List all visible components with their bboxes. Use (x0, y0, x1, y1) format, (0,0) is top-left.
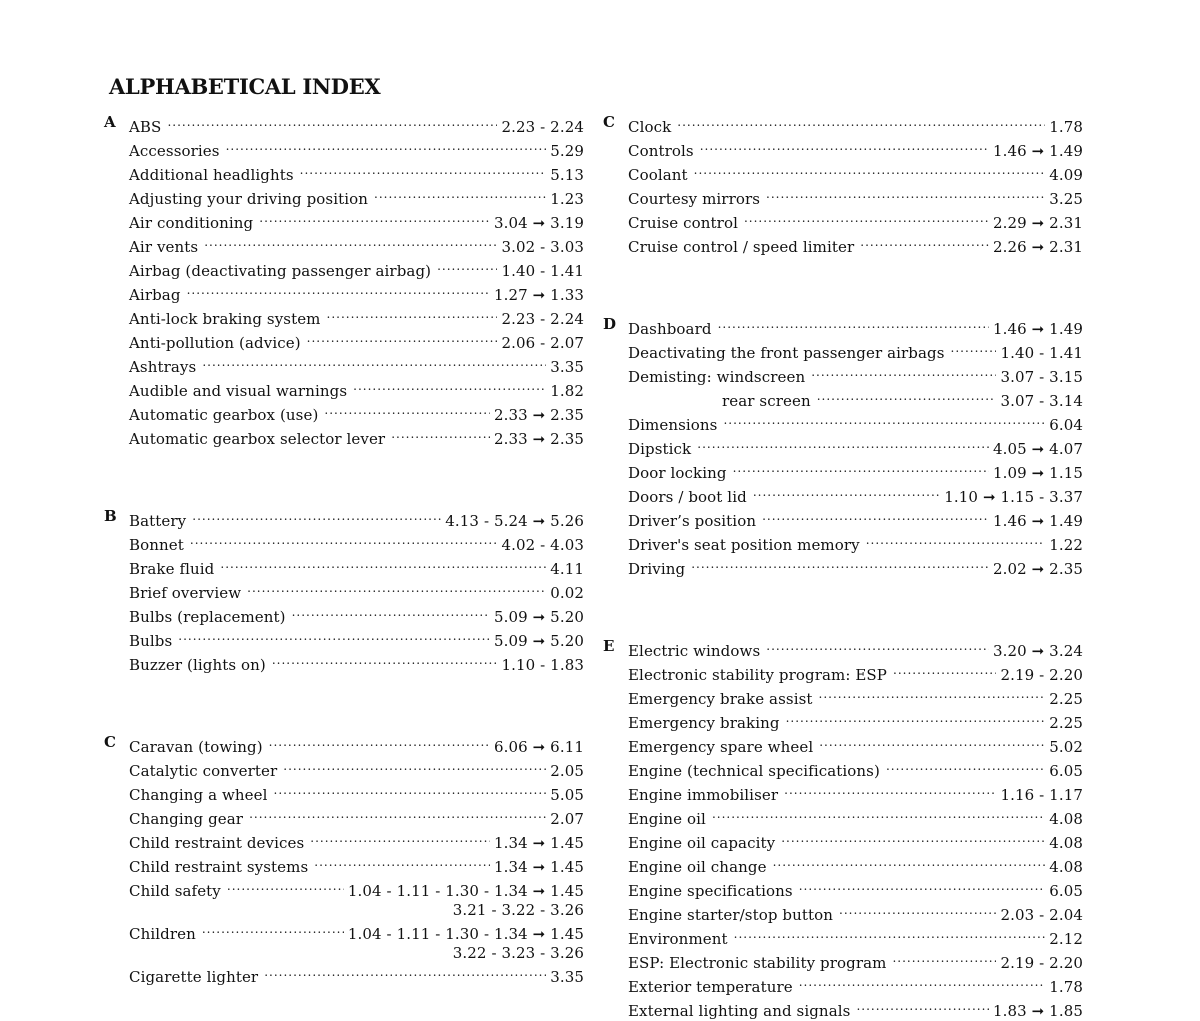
index-entry (628, 853, 1083, 877)
dot-leader (766, 185, 1045, 204)
dot-leader (723, 411, 1045, 430)
entry-pages: 1.78 (1049, 978, 1083, 996)
dot-leader (762, 507, 989, 526)
entry-term: Air vents (129, 238, 199, 256)
entry-pages: 2.33 ➞ 2.35 (493, 430, 584, 448)
entry-pages: 2.33 ➞ 2.35 (493, 406, 584, 424)
entry-term: Controls (628, 142, 694, 160)
index-entry (129, 401, 584, 425)
index-section-c (104, 733, 584, 987)
entry-term: Demisting: windscreen (628, 368, 806, 386)
index-entry (129, 829, 584, 853)
dot-leader (860, 233, 989, 252)
index-entry (129, 627, 584, 651)
index-entry (628, 925, 1083, 949)
page-title: ALPHABETICAL INDEX (109, 74, 381, 99)
entry-pages: 2.25 (1049, 714, 1083, 732)
entry-term: Doors / boot lid (628, 488, 747, 506)
section-letter: C (104, 733, 116, 751)
index-entry (628, 997, 1083, 1021)
index-entry (129, 555, 584, 579)
index-entry (129, 579, 584, 603)
entry-term: Engine specifications (628, 882, 793, 900)
entry-pages: 4.02 - 4.03 (501, 536, 584, 554)
entry-pages: 1.10 ➞ 1.15 - 3.37 (944, 488, 1083, 506)
index-entry (628, 805, 1083, 829)
dot-leader (391, 425, 490, 444)
entry-term: Airbag (129, 286, 181, 304)
entry-term: Airbag (deactivating passenger airbag) (129, 262, 432, 280)
index-entry (628, 949, 1083, 973)
entry-term: Child restraint systems (129, 858, 309, 876)
dot-leader (799, 877, 1045, 896)
dot-leader (327, 305, 498, 324)
entry-term: Dashboard (628, 320, 712, 338)
entry-term: Brake fluid (129, 560, 215, 578)
entry-term: Engine oil (628, 810, 706, 828)
dot-leader (324, 401, 490, 420)
index-entry (628, 185, 1083, 209)
section-letter: C (603, 113, 615, 131)
entry-term: Engine immobiliser (628, 786, 779, 804)
entry-term: External lighting and signals (628, 1002, 851, 1020)
index-entry (628, 829, 1083, 853)
index-entry (129, 603, 584, 627)
dot-leader (733, 459, 989, 478)
entry-term: Exterior temperature (628, 978, 793, 996)
entry-pages: 6.05 (1049, 882, 1083, 900)
entry-pages: 5.13 (550, 166, 584, 184)
entry-term: Changing a wheel (129, 786, 268, 804)
index-entry (628, 387, 1083, 411)
index-entry (628, 315, 1083, 339)
index-entry (129, 920, 584, 944)
entry-pages: 6.04 (1049, 416, 1083, 434)
entry-term: Anti-pollution (advice) (129, 334, 301, 352)
index-entry (129, 507, 584, 531)
entry-term: Courtesy mirrors (628, 190, 761, 208)
entry-pages: 1.16 - 1.17 (1000, 786, 1083, 804)
dot-leader (292, 603, 490, 622)
entry-term: Catalytic converter (129, 762, 278, 780)
entry-pages: 2.12 (1049, 930, 1083, 948)
entry-term: Children (129, 925, 196, 943)
entry-pages: 2.19 - 2.20 (1000, 954, 1083, 972)
section-letter: E (603, 637, 615, 655)
entry-term: ESP: Electronic stability program (628, 954, 887, 972)
dot-leader (167, 113, 497, 132)
entry-pages: 5.09 ➞ 5.20 (493, 632, 584, 650)
entry-pages: 1.46 ➞ 1.49 (992, 320, 1083, 338)
dot-leader (718, 315, 989, 334)
index-entry-continuation (129, 944, 584, 963)
entry-term: Ashtrays (129, 358, 197, 376)
entry-pages: 1.27 ➞ 1.33 (493, 286, 584, 304)
entry-term: Coolant (628, 166, 688, 184)
index-entry (129, 877, 584, 901)
entry-pages: 2.23 - 2.24 (501, 118, 584, 136)
entry-term: Driver's seat position memory (628, 536, 860, 554)
index-entry (129, 209, 584, 233)
index-entry (628, 507, 1083, 531)
entry-pages: 3.07 - 3.15 (1000, 368, 1083, 386)
index-entry (129, 305, 584, 329)
index-entry-continuation (129, 901, 584, 920)
dot-leader (259, 209, 490, 228)
entry-term: Cigarette lighter (129, 968, 259, 986)
dot-leader (437, 257, 497, 276)
index-entry (129, 805, 584, 829)
entry-pages: 4.08 (1049, 810, 1083, 828)
entry-pages: 2.19 - 2.20 (1000, 666, 1083, 684)
entry-term: Driving (628, 560, 686, 578)
section-letter: A (104, 113, 116, 131)
entry-term: Child restraint devices (129, 834, 305, 852)
entry-pages: 4.08 (1049, 858, 1083, 876)
entry-pages: 2.02 ➞ 2.35 (992, 560, 1083, 578)
dot-leader (734, 925, 1046, 944)
entry-pages: 5.05 (550, 786, 584, 804)
entry-pages: 3.07 - 3.14 (1000, 392, 1083, 410)
entry-term: Environment (628, 930, 728, 948)
index-entry (628, 363, 1083, 387)
entry-pages: 2.06 - 2.07 (501, 334, 584, 352)
index-entry (129, 113, 584, 137)
index-entry (129, 233, 584, 257)
index-entry (129, 781, 584, 805)
entry-term: Adjusting your driving position (129, 190, 369, 208)
entry-pages: 2.03 - 2.04 (1000, 906, 1083, 924)
dot-leader (773, 853, 1046, 872)
entry-term: Caravan (towing) (129, 738, 263, 756)
entry-pages: 2.23 - 2.24 (501, 310, 584, 328)
entry-pages: 1.34 ➞ 1.45 (493, 834, 584, 852)
entry-term: Cruise control / speed limiter (628, 238, 855, 256)
entry-term: Cruise control (628, 214, 738, 232)
entry-pages: 1.22 (1049, 536, 1083, 554)
entry-pages: 2.05 (550, 762, 584, 780)
dot-leader (951, 339, 997, 358)
entry-pages: 1.04 - 1.11 - 1.30 - 1.34 ➞ 1.45 (347, 882, 584, 900)
entry-pages: 1.83 ➞ 1.85 (992, 1002, 1083, 1020)
entry-pages: 1.46 ➞ 1.49 (992, 142, 1083, 160)
entry-term: Dimensions (628, 416, 718, 434)
index-section-e (603, 637, 1083, 1021)
dot-leader (300, 161, 547, 180)
dot-leader (272, 651, 498, 670)
index-entry (129, 853, 584, 877)
entry-term: Additional headlights (129, 166, 294, 184)
dot-leader (677, 113, 1045, 132)
entry-pages: 3.21 - 3.22 - 3.26 (452, 901, 584, 919)
entry-term: Anti-lock braking system (129, 310, 321, 328)
dot-leader (744, 209, 989, 228)
entry-term: Engine oil capacity (628, 834, 776, 852)
entry-term: Bonnet (129, 536, 184, 554)
entry-pages: 5.02 (1049, 738, 1083, 756)
dot-leader (204, 233, 497, 252)
entry-pages: 3.35 (550, 968, 584, 986)
entry-term: Child safety (129, 882, 221, 900)
index-entry (129, 531, 584, 555)
dot-leader (220, 555, 546, 574)
dot-leader (893, 661, 996, 680)
section-letter: B (104, 507, 117, 525)
entry-pages: 4.05 ➞ 4.07 (992, 440, 1083, 458)
entry-pages: 1.40 - 1.41 (501, 262, 584, 280)
entry-term: Battery (129, 512, 187, 530)
index-entry (628, 209, 1083, 233)
index-entry (628, 709, 1083, 733)
dot-leader (307, 329, 498, 348)
entry-term: Emergency brake assist (628, 690, 813, 708)
entry-pages: 1.09 ➞ 1.15 (992, 464, 1083, 482)
index-entry (628, 685, 1083, 709)
entry-pages: 3.20 ➞ 3.24 (992, 642, 1083, 660)
dot-leader (192, 507, 441, 526)
dot-leader (839, 901, 996, 920)
dot-leader (819, 685, 1046, 704)
index-entry (628, 661, 1083, 685)
entry-term: Electric windows (628, 642, 761, 660)
index-column-right (603, 113, 1083, 1021)
entry-pages: 4.13 - 5.24 ➞ 5.26 (445, 512, 584, 530)
dot-leader (374, 185, 546, 204)
dot-leader (811, 363, 996, 382)
entry-pages: 1.23 (550, 190, 584, 208)
dot-leader (753, 483, 940, 502)
entry-pages: 1.34 ➞ 1.45 (493, 858, 584, 876)
dot-leader (274, 781, 547, 800)
index-entry (129, 185, 584, 209)
dot-leader (264, 963, 546, 982)
entry-pages: 5.29 (550, 142, 584, 160)
index-entry (628, 161, 1083, 185)
index-section-d (603, 315, 1083, 579)
entry-pages: 4.08 (1049, 834, 1083, 852)
entry-term: rear screen (722, 392, 811, 410)
dot-leader (227, 877, 344, 896)
dot-leader (269, 733, 490, 752)
index-entry (628, 555, 1083, 579)
entry-pages: 1.04 - 1.11 - 1.30 - 1.34 ➞ 1.45 (347, 925, 584, 943)
entry-term: Buzzer (lights on) (129, 656, 266, 674)
entry-pages: 2.29 ➞ 2.31 (992, 214, 1083, 232)
entry-pages: 2.07 (550, 810, 584, 828)
entry-term: Door locking (628, 464, 727, 482)
entry-term: Engine (technical specifications) (628, 762, 880, 780)
index-entry (628, 901, 1083, 925)
index-entry (628, 339, 1083, 363)
index-entry (129, 257, 584, 281)
entry-pages: 3.02 - 3.03 (501, 238, 584, 256)
index-entry (628, 233, 1083, 257)
entry-term: Bulbs (replacement) (129, 608, 286, 626)
dot-leader (856, 997, 989, 1016)
entry-term: Changing gear (129, 810, 244, 828)
index-section-b (104, 507, 584, 675)
dot-leader (766, 637, 989, 656)
dot-leader (886, 757, 1045, 776)
index-section-c (603, 113, 1083, 257)
dot-leader (226, 137, 547, 156)
entry-term: Driver’s position (628, 512, 757, 530)
entry-pages: 6.06 ➞ 6.11 (493, 738, 584, 756)
index-entry (129, 281, 584, 305)
entry-pages: 5.09 ➞ 5.20 (493, 608, 584, 626)
entry-pages: 4.09 (1049, 166, 1083, 184)
entry-pages: 3.22 - 3.23 - 3.26 (452, 944, 584, 962)
index-entry (628, 781, 1083, 805)
dot-leader (249, 805, 546, 824)
entry-pages: 1.10 - 1.83 (501, 656, 584, 674)
dot-leader (190, 531, 498, 550)
index-entry (129, 161, 584, 185)
entry-term: Automatic gearbox (use) (129, 406, 319, 424)
dot-leader (799, 973, 1045, 992)
dot-leader (691, 555, 989, 574)
entry-term: Brief overview (129, 584, 242, 602)
index-entry (628, 531, 1083, 555)
entry-term: Emergency braking (628, 714, 780, 732)
dot-leader (310, 829, 490, 848)
index-entry (628, 483, 1083, 507)
dot-leader (697, 435, 989, 454)
dot-leader (178, 627, 490, 646)
dot-leader (817, 387, 997, 406)
entry-term: Automatic gearbox selector lever (129, 430, 386, 448)
index-entry (129, 733, 584, 757)
entry-pages: 1.40 - 1.41 (1000, 344, 1083, 362)
entry-pages: 3.35 (550, 358, 584, 376)
dot-leader (353, 377, 546, 396)
dot-leader (314, 853, 490, 872)
entry-pages: 1.46 ➞ 1.49 (992, 512, 1083, 530)
index-entry (129, 329, 584, 353)
index-entry (628, 757, 1083, 781)
index-entry (628, 137, 1083, 161)
entry-pages: 2.25 (1049, 690, 1083, 708)
index-entry (129, 353, 584, 377)
dot-leader (700, 137, 989, 156)
entry-term: Accessories (129, 142, 220, 160)
dot-leader (187, 281, 490, 300)
index-entry (129, 425, 584, 449)
dot-leader (283, 757, 546, 776)
entry-term: Engine starter/stop button (628, 906, 834, 924)
entry-term: Deactivating the front passenger airbags (628, 344, 945, 362)
entry-pages: 4.11 (550, 560, 584, 578)
entry-pages: 3.04 ➞ 3.19 (493, 214, 584, 232)
index-entry (628, 877, 1083, 901)
entry-pages: 3.25 (1049, 190, 1083, 208)
section-letter: D (603, 315, 617, 333)
index-column-left (104, 113, 584, 987)
dot-leader (781, 829, 1045, 848)
index-entry (628, 973, 1083, 997)
dot-leader (786, 709, 1046, 728)
index-entry (129, 651, 584, 675)
index-entry (129, 377, 584, 401)
dot-leader (202, 920, 344, 939)
entry-pages: 6.05 (1049, 762, 1083, 780)
index-entry (628, 411, 1083, 435)
dot-leader (712, 805, 1045, 824)
index-entry (628, 459, 1083, 483)
dot-leader (866, 531, 1045, 550)
index-section-a (104, 113, 584, 449)
dot-leader (202, 353, 546, 372)
entry-term: Electronic stability program: ESP (628, 666, 887, 684)
dot-leader (784, 781, 996, 800)
entry-term: Bulbs (129, 632, 173, 650)
entry-pages: 2.26 ➞ 2.31 (992, 238, 1083, 256)
index-entry (628, 113, 1083, 137)
entry-term: ABS (129, 118, 162, 136)
dot-leader (694, 161, 1046, 180)
index-entry (628, 733, 1083, 757)
index-entry (129, 757, 584, 781)
index-entry (129, 137, 584, 161)
dot-leader (247, 579, 546, 598)
entry-pages: 1.78 (1049, 118, 1083, 136)
entry-term: Audible and visual warnings (129, 382, 348, 400)
entry-pages: 0.02 (550, 584, 584, 602)
entry-term: Engine oil change (628, 858, 767, 876)
index-entry (628, 637, 1083, 661)
index-entry (129, 963, 584, 987)
dot-leader (819, 733, 1045, 752)
entry-pages: 1.82 (550, 382, 584, 400)
entry-term: Dipstick (628, 440, 692, 458)
entry-term: Air conditioning (129, 214, 254, 232)
dot-leader (892, 949, 996, 968)
index-entry (628, 435, 1083, 459)
entry-term: Clock (628, 118, 672, 136)
entry-term: Emergency spare wheel (628, 738, 814, 756)
